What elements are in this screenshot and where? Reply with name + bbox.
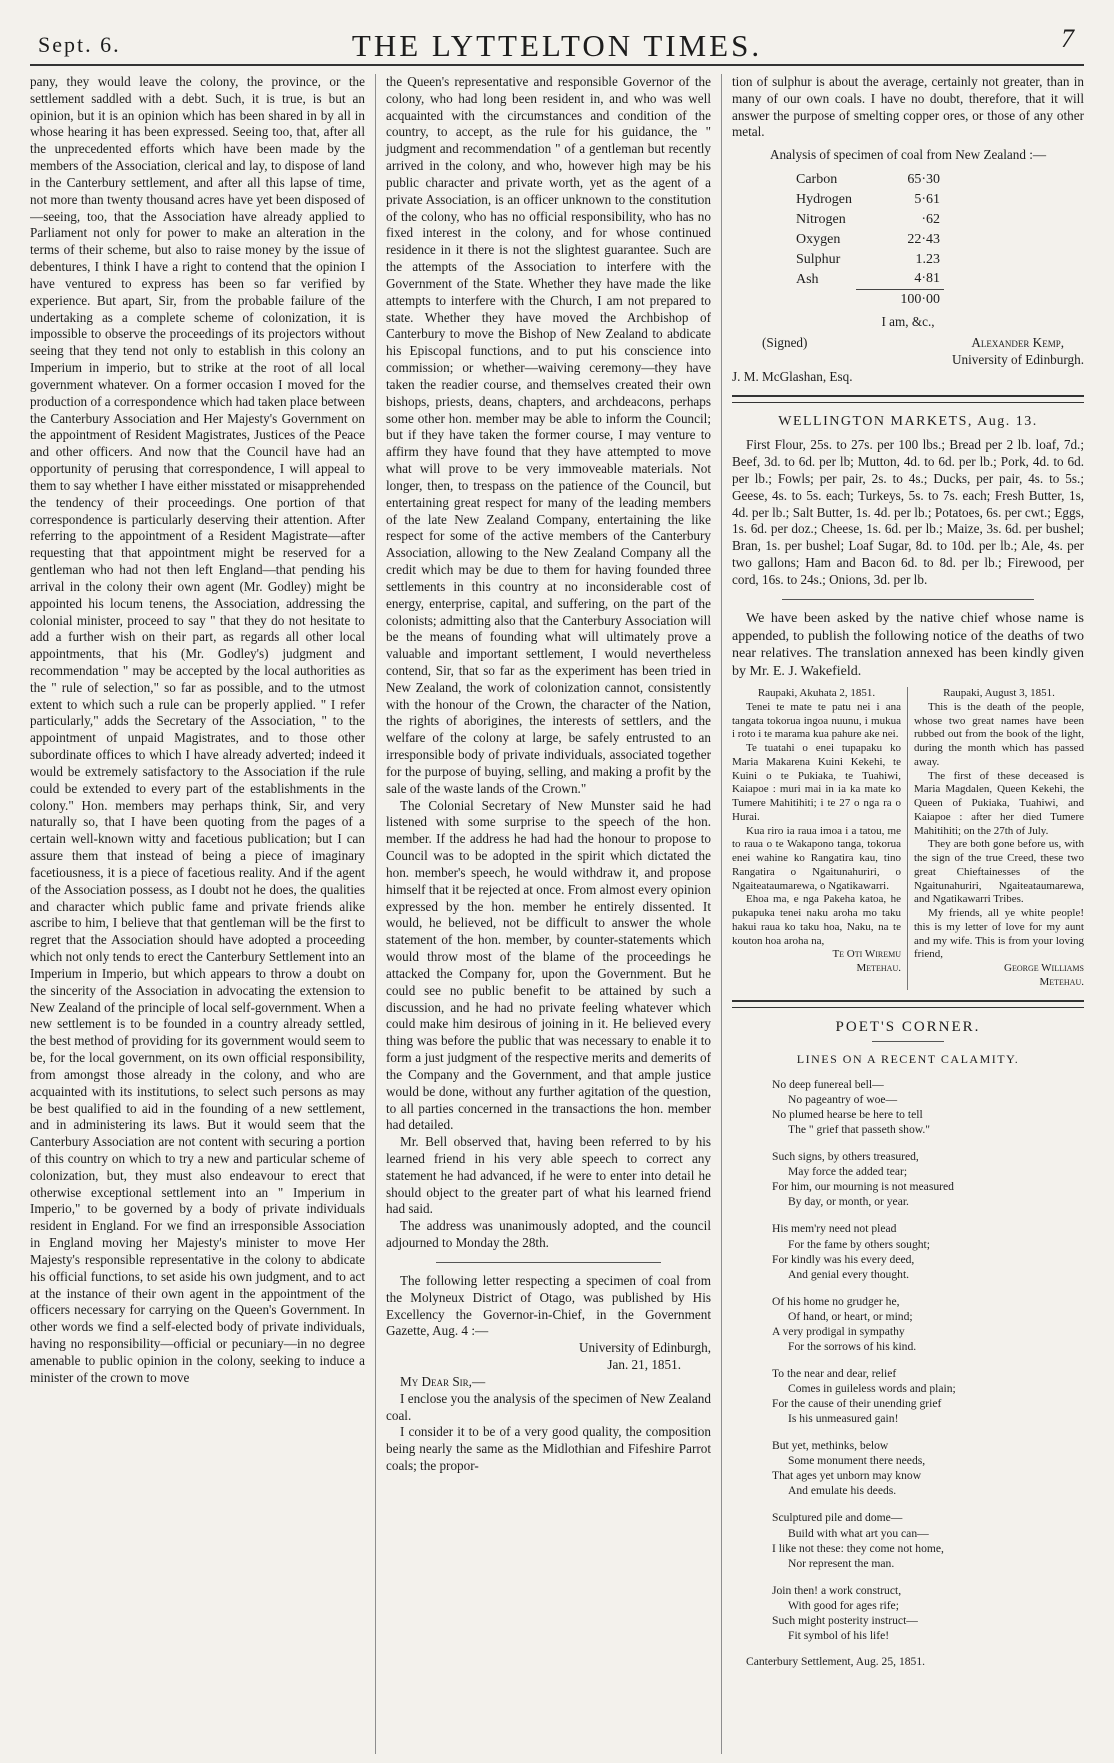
analysis-element: Nitrogen [796, 211, 846, 227]
poem-line: Build with what art you can— [788, 1526, 929, 1540]
analysis-value: 65·30 [907, 172, 940, 188]
section-divider [436, 1262, 661, 1263]
poem-line: Join then! a work construct, [772, 1583, 902, 1597]
analysis-table [792, 170, 944, 310]
section-divider [872, 1041, 944, 1042]
markets-text: First Flour, 25s. to 27s. per 100 lbs.; Bread per 2 lb. loaf, 7d.; Beef, 3d. to 6d. per lb; Mutton, 4d. to 6d. per lb.; Pork, 4d. to 6d. per lb.; Fowls; per pair, 2s. to 4s.; Ducks, per pair, 4s. to 5s.; Geese, 4s. to 5s. each; Turkeys, 5s. to 7s. each; Fresh Butter, 1s, 4d. per lb.; Salt Butter, 1s. 4d. per lb.; Potatoes, 6s. per cwt.; Eggs, 1s. 6d. per doz.; Cheese, 1s. 6d. per lb.; Maize, 3s. 6d. per bushel; Bran, 1s. per bushel; Loaf Sugar, 8d. to 10d. per lb.; Ale, 4s. per two gallons; Ham and Bacon 6d. to 8d. per lb.; Firewood, per cord, 16s. to 24s.; Onions, 3d. per lb. [732, 437, 1084, 587]
analysis-row [792, 190, 944, 210]
section-divider [732, 1000, 1084, 1008]
analysis-element: Ash [796, 271, 819, 287]
analysis-element: Oxygen [796, 231, 841, 247]
notice-paragraph: This is the death of the people, whose two great names have been rubbed out from the book of the light, during the month which has passed away. [914, 700, 1084, 768]
masthead-title: THE LYTTELTON TIMES. [351, 28, 763, 63]
notice-paragraph: My friends, all ye white people! this is my letter of love for my aunt and my wife. This is from your loving friend, [914, 907, 1084, 961]
analysis-row [792, 250, 944, 270]
article-paragraph: The address was unanimously adopted, and the council adjourned to Monday the 28th. [386, 1218, 711, 1251]
poem-line: Some monument there needs, [788, 1454, 926, 1468]
notice-paragraph: Ehoa ma, e nga Pakeha katoa, he pukapuka tenei naku aroha mo taku hakui raua ko taku hoa, Naku, na te kouton hoa aroha na, [732, 893, 901, 947]
poem-line: Of hand, or heart, or mind; [788, 1309, 913, 1323]
column-3 [721, 74, 1084, 1754]
letter-salutation: My Dear Sir,— [400, 1373, 486, 1389]
poem-line: With good for ages rife; [788, 1598, 899, 1612]
analysis-total-row [792, 290, 944, 310]
notice-signature: Metehau. [1039, 975, 1084, 988]
notice-paragraph: They are both gone before us, with the sign of the true Creed, these two great Chieftainesses of the Ngaitunahuriri, Ngaiteataumarewa, and Ngatikawarri Tribes. [914, 838, 1084, 906]
analysis-element: Sulphur [796, 251, 841, 267]
poem-line: May force the added tear; [788, 1165, 908, 1179]
poem-line: The " grief that passeth show." [788, 1123, 931, 1137]
poem-line: Such signs, by others treasured, [772, 1150, 919, 1164]
poem-line: For him, our mourning is not measured [772, 1180, 954, 1194]
poem-line: For the cause of their unending grief [772, 1397, 942, 1411]
analysis-value: 1.23 [915, 251, 940, 267]
notice-date: Raupaki, Akuhata 2, 1851. [757, 687, 876, 700]
poem-stanza [772, 1510, 1084, 1570]
notice-english [908, 687, 1084, 990]
masthead-date: Sept. 6. [38, 32, 121, 57]
letter-addressee: J. M. McGlashan, Esq. [732, 368, 853, 384]
poem-footer: Canterbury Settlement, Aug. 25, 1851. [746, 1654, 926, 1668]
letter-paragraph: I enclose you the analysis of the specimen of New Zealand coal. [386, 1390, 711, 1423]
letter-paragraph: I consider it to be of a very good quality, the composition being nearly the same as the Midlothian and Fifeshire Parrot coals; the propor- [386, 1424, 711, 1474]
poem [772, 1077, 1084, 1643]
poem-stanza [772, 1221, 1084, 1281]
poem-line: Nor represent the man. [788, 1556, 895, 1570]
poem-stanza [772, 1149, 1084, 1209]
letter-intro: The following letter respecting a specimen of coal from the Molyneux District of Otago, was published by His Excellency the Governor-in-Chief, in the Government Gazette, Aug. 4 :— [386, 1272, 711, 1339]
markets-heading: WELLINGTON MARKETS, Aug. 13. [778, 414, 1038, 430]
poem-line: To the near and dear, relief [772, 1366, 897, 1380]
poem-line: Sculptured pile and dome— [772, 1511, 903, 1525]
signature-line [732, 335, 1084, 352]
notice-signature: Te Oti Wiremu [832, 948, 901, 961]
letter-closing: I am, &c., [881, 314, 935, 330]
analysis-value: 5·61 [914, 191, 940, 207]
poem-line: Comes in guileless words and plain; [788, 1382, 956, 1396]
analysis-value: ·62 [921, 211, 940, 227]
poem-line: For kindly was his every deed, [772, 1252, 915, 1266]
article-paragraph: Mr. Bell observed that, having been referred to by his learned friend in his very able speech to correct any statement he had advanced, if he were to enter into detail he should object to the greater part of what his learned friend had said. [386, 1134, 711, 1217]
signer-name: Alexander Kemp, [971, 334, 1064, 350]
poem-stanza [772, 1438, 1084, 1498]
analysis-element: Hydrogen [796, 191, 852, 207]
poem-line: No deep funereal bell— [772, 1077, 884, 1091]
poets-corner-heading: POET'S CORNER. [835, 1018, 981, 1035]
article-paragraph: the Queen's representative and responsible Governor of the colony, who had long been resident in, and who was well acquainted with the circumstances and condition of the country, to accept, as the rule for his guidance, the " judgment and recommendation " of a gentleman but recently arrived in the colony, and who, however high may be his public character and private worth, yet as the agent of a private Association, is an officer unknown to the constitution of the colony, who has no official responsibility, who has no fixed interest in the colony, and for whose continued residence in it there is not the slightest guarantee. Such are the attempts of the Association to interfere with the Government of the State. Whether they have made the like attempts to interfere with the Church, I am not prepared to state. Whether they have moved the Archbishop of Canterbury to move the Bishop of New Zealand to abdicate his Episcopal functions, and to put his conscience into commission; or whether—waiving ceremony—they have taken the readier course, and themselves created their own bishops, priests, deans, chapters, and archdeacons, perhaps some other hon. member may be able to inform the Council; but if they have taken the former course, I may venture to affirm they have found that they have attempted to move what will prove to be very immoveable materials. Not longer, then, to trespass on the patience of the Council, but entertaining great respect for many of the leading members of the late New Zealand Company, entertaining the like respect for some of the active members of the Canterbury Association, allowing to the New Zealand Company all the credit which may be due to them for having founded three settlements in this country at no inconsiderable cost of energy, enterprise, capital, and suffering, on the part of the colonists; admitting also that the Canterbury Association will be the means of founding what will ultimately prove a valuable and important settlement, I would nevertheless contend, Sir, that so far as the experiment has been tried in New Zealand, the work of colonization cannot, consistently with the honour of the Crown, the character of the Nation, the rights of aborigines, the interests of settlers, and the welfare of the colony at large, be safely entrusted to an irresponsible body of private individuals, associated together for the purpose of buying, selling, and making a profit by the sale of the waste lands of the Crown." [386, 74, 711, 796]
death-notice [732, 687, 1084, 990]
poem-stanza [772, 1077, 1084, 1137]
poem-line: His mem'ry need not plead [772, 1222, 897, 1236]
notice-paragraph: The first of these deceased is Maria Magdalen, Queen Kekehi, the Queen of Pukiaka, Tuahiwi, and Kaiapoe : after her died Tumere Mahitihiti; on the 27th of July. [914, 769, 1084, 837]
poem-line: By day, or month, or year. [788, 1195, 909, 1209]
column-1 [30, 74, 375, 1754]
poem-line: And genial every thought. [788, 1267, 910, 1281]
letter-paragraph: tion of sulphur is about the average, certainly not greater, than in many of our own coals. I have no doubt, therefore, that it will answer the purpose of smelting copper ores, or those of any other metal. [732, 74, 1084, 140]
poem-line: I like not these: they come not home, [772, 1541, 944, 1555]
letter-date: Jan. 21, 1851. [607, 1357, 681, 1373]
poem-stanza [772, 1366, 1084, 1426]
poem-line: For the fame by others sought; [788, 1237, 931, 1251]
analysis-value: 4·81 [914, 271, 940, 287]
notice-paragraph: Kua riro ia raua imoa i a tatou, me to raua o te Wakapono tanga, tokorua enei wahine ko Rangatira kau, tino Rangatira o Ngaitunahuriri, o Ngaiteataumarewa, o Ngatikawarri. [732, 824, 901, 892]
article-paragraph: The Colonial Secretary of New Munster said he had listened with some surprise to the speech of the hon. member. If the address he had had the honour to propose to Council was to be adopted in the spirit which dictated the hon. member's speech, he would withdraw it, and propose himself that it be rejected at once. From almost every opinion expressed by the hon. member he entirely dissented. It would, he believed, not be difficult to answer the whole statement of the hon. member, by counter-statements which would throw most of the blame of the proceedings he attacked the Company for, upon the Government. But he could see no public benefit to be attained by such a discussion, and he had no private feeling whatever which could make him desirous of joining in it. He believed every thing was before the public that was necessary to enable it to form a just judgment of the respective merits and demerits of the Company and the Government, and that ample justice would be done, without any further agitation of the question, to all parties concerned in the transactions the hon. member had detailed. [386, 797, 711, 1133]
article-paragraph: pany, they would leave the colony, the province, or the settlement saddled with a debt. Such, it is true, is but an opinion, but it is an opinion which has been shared in by all in whose hearing it has been expressed. Seeing too, that, after all the unprecedented efforts which have been made by the members of the Association, clerical and lay, to dispose of land in the Canterbury settlement, and after all this lapse of time, not more than twenty thousand acres have yet been disposed of—seeing, too, that the Association have already applied to Parliament not only for power to make an alteration in the terms of their scheme, but also to raise money by the issue of debentures, I think I have a right to contend that the opinion I have ventured to express has been so far verified by experience. But apart, Sir, from the probable failure of the undertaking as a complete scheme of colonization, it is impossible to observe the proceedings of its projectors without seeing that they tend not only to establish in this colony an Imperium in imperio, but to strike at the root of all local government whatever. On a former occasion I moved for the production of a correspondence which had taken place between the Canterbury Association and Her Majesty's Government on the appointment of Resident Magistrates, Justices of the Peace and other officers. And now that the Council have had an opportunity of perusing that correspondence, I will appeal to them to say whether I have either misstated or misapprehended the tendency of their proceedings. One portion of that correspondence is particularly deserving their attention. After referring to the appointment of a Resident Magistrate—after requesting that that appointment might be reserved for a gentleman who had not then left England—that pending his arrival in the colony their own agent (Mr. Godley) might be appointed his locum tenens, the Association, addressing the colonial minister, proceed to say " that they do not hesitate to add a further wish on their part, as regards all other local appointments, that his (Mr. Godley's) judgment and recommendation " may be accepted by the local authorities as the " rule of selection," so far as possible, and to the utmost extent to which such a rule can be properly applied. " I refer particularly," adds the Secretary of the Association, " to the appointment of unpaid Magistrates, and to those other subordinate offices to which I have already adverted; indeed it would be extremely satisfactory to the Association if the rule could be extended to every part of the establishments in the colony." Hon. members may perhaps think, Sir, and very naturally so, that I have been quoting from the pages of a certain well-known witty and facetious publication; but I can assure them that instead of being a piece of imaginary facetiousness, it is a piece of facetious reality. And if the agent of the Association possess, as I doubt not he does, the qualities and character which public fame and private friends alike ascribe to him, I believe that that gentleman will be the first to regret that the Association should have adopted a proceeding which not only tends to erect the Canterbury Settlement into an Imperium in Imperio, but which appears to throw a doubt on the sincerity of the Association in advocating the extension to New Zealand of the principle of local self-government. When a new settlement is to be founded in a country already settled, the best method of providing for its government would seem to be, for the local government, on its own official responsibility, from amongst those already in the colony, and who are acquainted with its institutions, to select such persons as may be best qualified to aid in the founding of a new settlement, and in administering its laws. But it would seem that the Canterbury Association are not content with securing a portion of this country on which to try a new and particular scheme of colonization, but, they must also endeavour to erect that otherwise exceptional settlement into an " Imperium in Imperio," to be governed by a body of private individuals resident in England. For we find an irresponsible Association in England moving her Majesty's minister to move Her Majesty's responsible representative in the colony to abdicate his official functions, to set aside his own judgment, and to act at the instance of their own agent in the appointment of the officers necessary for carrying on the Queen's Government. In other words we find a self-elected body of private individuals, having no responsibility—official or pecuniary—in no degree amenable to public opinion in the colony, seeking to induce a minister of the crown to move [30, 74, 365, 1385]
notice-signature: George Williams [1004, 962, 1084, 975]
notice-signature: Metehau. [856, 962, 901, 975]
analysis-row [792, 210, 944, 230]
poem-line: No plumed hearse be here to tell [772, 1108, 923, 1122]
poem-stanza [772, 1583, 1084, 1643]
signer-institution: University of Edinburgh. [952, 351, 1084, 367]
analysis-title: Analysis of specimen of coal from New Zealand :— [769, 147, 1047, 163]
poem-line: For the sorrows of his kind. [788, 1339, 917, 1353]
poem-line: Of his home no grudger he, [772, 1294, 900, 1308]
analysis-value: 22·43 [907, 231, 940, 247]
analysis-row [792, 269, 944, 289]
notice-paragraph: Te tuatahi o enei tupapaku ko Maria Makarena Kuini Kekehi, te Kuini o te Pukiaka, te Tuahiwi, Kaiapoe : muri mai in ia ka mate ko Tumere Mahitihiti; i te 27 o nga ra o Hurai. [732, 742, 901, 823]
poem-line: Such might posterity instruct— [772, 1613, 918, 1627]
poem-line: And emulate his deeds. [788, 1484, 897, 1498]
signed-label: (Signed) [762, 334, 808, 350]
analysis-element: Carbon [796, 172, 838, 188]
poem-stanza [772, 1294, 1084, 1354]
poem-line: Fit symbol of his life! [788, 1628, 890, 1642]
notice-maori [732, 687, 908, 990]
poem-line: A very prodigal in sympathy [772, 1324, 905, 1338]
notice-intro: We have been asked by the native chief whose name is appended, to publish the following notice of the deaths of two near relatives. The translation annexed has been kindly given by Mr. E. J. Wakefield. [732, 610, 1084, 680]
poem-line: That ages yet unborn may know [772, 1469, 922, 1483]
poem-line: But yet, methinks, below [772, 1439, 889, 1453]
analysis-row [792, 170, 944, 190]
column-2 [375, 74, 721, 1754]
section-divider [782, 599, 1034, 600]
poem-title: LINES ON A RECENT CALAMITY. [796, 1051, 1020, 1066]
section-divider [732, 395, 1084, 403]
analysis-total: 100·00 [856, 290, 944, 310]
notice-date: Raupaki, August 3, 1851. [943, 687, 1055, 700]
page-number: 7 [1061, 24, 1074, 53]
poem-line: No pageantry of woe— [788, 1093, 898, 1107]
analysis-row [792, 230, 944, 250]
masthead [30, 18, 1084, 66]
notice-paragraph: Tenei te mate te patu nei i ana tangata tokorua ingoa nuunu, i mukua i roto i te marama kua pahure ake nei. [732, 700, 901, 741]
poem-line: Is his unmeasured gain! [788, 1412, 899, 1426]
columns [30, 74, 1084, 1754]
letter-address-line: University of Edinburgh, [579, 1340, 711, 1356]
